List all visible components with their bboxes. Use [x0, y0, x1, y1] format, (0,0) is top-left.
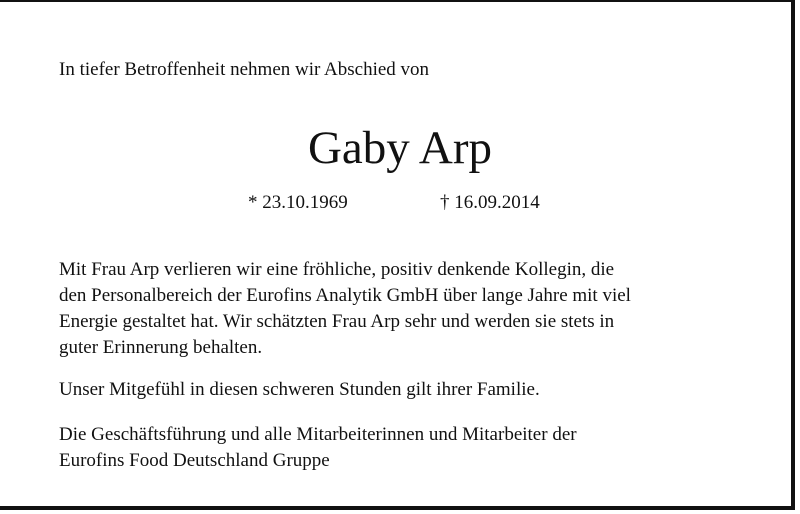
signature-block — [59, 422, 719, 474]
paragraph-line: guter Erinnerung behalten. — [59, 337, 263, 358]
signature-line: Die Geschäftsführung und alle Mitarbeiterinnen und Mitarbeiter der — [59, 424, 577, 445]
paragraph-line: Mit Frau Arp verlieren wir eine fröhliche, positiv denkende Kollegin, die — [59, 259, 615, 280]
paragraph-line: den Personalbereich der Eurofins Analytik GmbH über lange Jahre mit viel — [59, 285, 631, 306]
paragraph-line: Unser Mitgefühl in diesen schweren Stunden gilt ihrer Familie. — [59, 379, 540, 400]
intro-text: In tiefer Betroffenheit nehmen wir Abschied von — [59, 59, 430, 80]
condolence-paragraph — [59, 377, 719, 403]
death-date: † 16.09.2014 — [440, 192, 540, 213]
signature-line: Eurofins Food Deutschland Gruppe — [59, 450, 330, 471]
birth-date: * 23.10.1969 — [248, 192, 348, 213]
tribute-paragraph — [59, 257, 719, 361]
deceased-name: Gaby Arp — [307, 122, 493, 174]
paragraph-line: Energie gestaltet hat. Wir schätzten Frau Arp sehr und werden sie stets in — [59, 311, 615, 332]
